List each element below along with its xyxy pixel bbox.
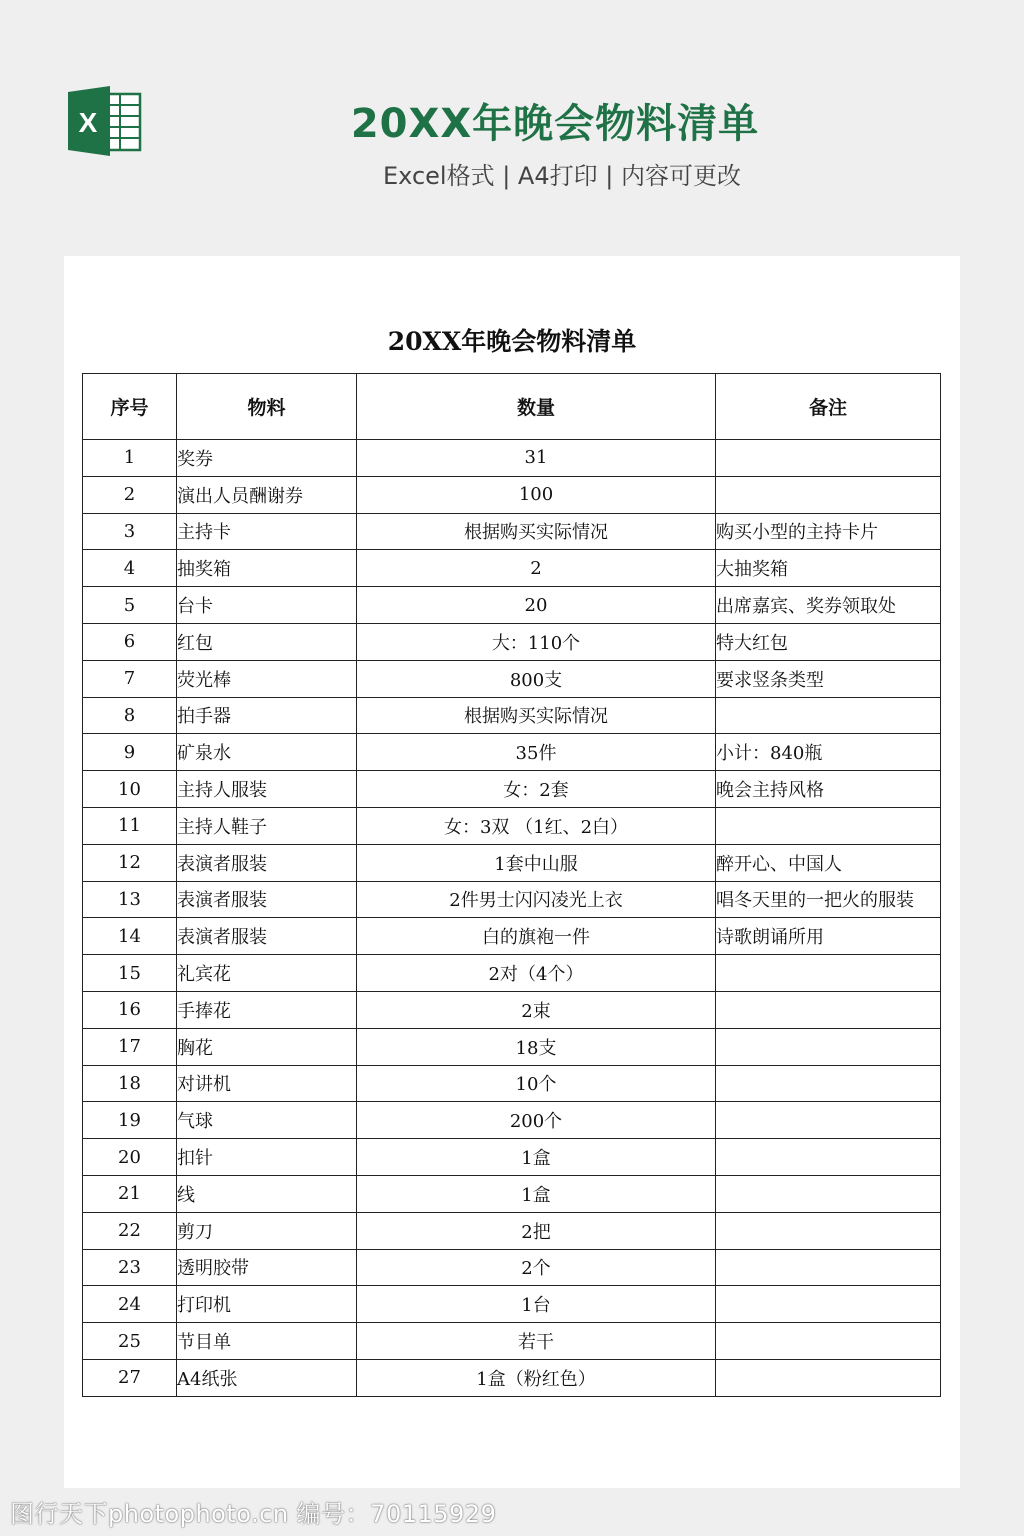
cell-qty: 1套中山服 bbox=[357, 844, 716, 881]
cell-note bbox=[716, 1139, 941, 1176]
cell-item: 拍手器 bbox=[177, 697, 357, 734]
cell-qty: 20 bbox=[357, 587, 716, 624]
cell-item: 抽奖箱 bbox=[177, 550, 357, 587]
table-row bbox=[83, 1286, 941, 1323]
col-header-item: 物料 bbox=[177, 374, 357, 440]
table-row bbox=[83, 1323, 941, 1360]
cell-qty: 800支 bbox=[357, 660, 716, 697]
table-row bbox=[83, 734, 941, 771]
watermark: 图行天下photophoto.cn 编号：70115929 bbox=[10, 1500, 497, 1528]
table-row bbox=[83, 991, 941, 1028]
cell-note: 诗歌朗诵所用 bbox=[716, 918, 941, 955]
cell-item: 主持人鞋子 bbox=[177, 807, 357, 844]
table-row bbox=[83, 1028, 941, 1065]
cell-no: 4 bbox=[83, 550, 177, 587]
cell-no: 22 bbox=[83, 1212, 177, 1249]
cell-no: 13 bbox=[83, 881, 177, 918]
table-row bbox=[83, 881, 941, 918]
cell-item: 表演者服装 bbox=[177, 844, 357, 881]
table-row bbox=[83, 623, 941, 660]
cell-item: A4纸张 bbox=[177, 1359, 357, 1396]
cell-qty: 大：110个 bbox=[357, 623, 716, 660]
cell-qty: 2个 bbox=[357, 1249, 716, 1286]
table-row bbox=[83, 844, 941, 881]
cell-note bbox=[716, 991, 941, 1028]
page-subtitle: Excel格式 | A4打印 | 内容可更改 bbox=[383, 162, 741, 190]
cell-item: 表演者服装 bbox=[177, 881, 357, 918]
cell-note bbox=[716, 1212, 941, 1249]
table-row bbox=[83, 1359, 941, 1396]
cell-no: 27 bbox=[83, 1359, 177, 1396]
col-header-qty: 数量 bbox=[357, 374, 716, 440]
col-header-note: 备注 bbox=[716, 374, 941, 440]
table-row bbox=[83, 513, 941, 550]
cell-qty: 根据购买实际情况 bbox=[357, 697, 716, 734]
page-title: 20XX年晚会物料清单 bbox=[350, 101, 760, 147]
cell-note: 要求竖条类型 bbox=[716, 660, 941, 697]
cell-no: 7 bbox=[83, 660, 177, 697]
cell-item: 演出人员酬谢券 bbox=[177, 476, 357, 513]
cell-qty: 100 bbox=[357, 476, 716, 513]
cell-qty: 18支 bbox=[357, 1028, 716, 1065]
cell-qty: 2束 bbox=[357, 991, 716, 1028]
cell-note bbox=[716, 1175, 941, 1212]
cell-no: 18 bbox=[83, 1065, 177, 1102]
table-header-row bbox=[83, 374, 941, 440]
table-row bbox=[83, 660, 941, 697]
table-row bbox=[83, 550, 941, 587]
cell-qty: 女：3双 （1红、2白） bbox=[357, 807, 716, 844]
cell-item: 透明胶带 bbox=[177, 1249, 357, 1286]
table-row bbox=[83, 771, 941, 808]
cell-note bbox=[716, 1359, 941, 1396]
cell-note bbox=[716, 1102, 941, 1139]
cell-item: 手捧花 bbox=[177, 991, 357, 1028]
cell-qty: 女：2套 bbox=[357, 771, 716, 808]
cell-qty: 2对（4个） bbox=[357, 955, 716, 992]
cell-no: 17 bbox=[83, 1028, 177, 1065]
table-row bbox=[83, 1065, 941, 1102]
cell-item: 矿泉水 bbox=[177, 734, 357, 771]
table-row bbox=[83, 955, 941, 992]
cell-no: 12 bbox=[83, 844, 177, 881]
cell-no: 6 bbox=[83, 623, 177, 660]
cell-item: 打印机 bbox=[177, 1286, 357, 1323]
cell-qty: 1台 bbox=[357, 1286, 716, 1323]
cell-item: 主持人服装 bbox=[177, 771, 357, 808]
cell-qty: 2件男士闪闪凌光上衣 bbox=[357, 881, 716, 918]
cell-note bbox=[716, 697, 941, 734]
cell-no: 15 bbox=[83, 955, 177, 992]
cell-no: 3 bbox=[83, 513, 177, 550]
cell-item: 台卡 bbox=[177, 587, 357, 624]
cell-note bbox=[716, 807, 941, 844]
cell-qty: 2 bbox=[357, 550, 716, 587]
cell-qty: 10个 bbox=[357, 1065, 716, 1102]
cell-qty: 若干 bbox=[357, 1323, 716, 1360]
cell-item: 对讲机 bbox=[177, 1065, 357, 1102]
cell-no: 23 bbox=[83, 1249, 177, 1286]
excel-logo-letter: X bbox=[78, 107, 98, 138]
sheet-title: 20XX年晚会物料清单 bbox=[387, 327, 637, 356]
cell-item: 气球 bbox=[177, 1102, 357, 1139]
table-row bbox=[83, 1249, 941, 1286]
cell-qty: 白的旗袍一件 bbox=[357, 918, 716, 955]
cell-note: 出席嘉宾、奖券领取处 bbox=[716, 587, 941, 624]
cell-no: 2 bbox=[83, 476, 177, 513]
table-row bbox=[83, 807, 941, 844]
cell-item: 剪刀 bbox=[177, 1212, 357, 1249]
table-row bbox=[83, 476, 941, 513]
cell-note bbox=[716, 1028, 941, 1065]
cell-qty: 35件 bbox=[357, 734, 716, 771]
cell-no: 20 bbox=[83, 1139, 177, 1176]
cell-item: 胸花 bbox=[177, 1028, 357, 1065]
cell-item: 扣针 bbox=[177, 1139, 357, 1176]
cell-note: 晚会主持风格 bbox=[716, 771, 941, 808]
cell-qty: 1盒（粉红色） bbox=[357, 1359, 716, 1396]
cell-item: 节目单 bbox=[177, 1323, 357, 1360]
document-sheet bbox=[64, 256, 960, 1488]
cell-item: 主持卡 bbox=[177, 513, 357, 550]
cell-no: 10 bbox=[83, 771, 177, 808]
cell-item: 礼宾花 bbox=[177, 955, 357, 992]
cell-note bbox=[716, 440, 941, 477]
cell-no: 8 bbox=[83, 697, 177, 734]
cell-no: 24 bbox=[83, 1286, 177, 1323]
cell-qty: 根据购买实际情况 bbox=[357, 513, 716, 550]
cell-no: 16 bbox=[83, 991, 177, 1028]
cell-qty: 1盒 bbox=[357, 1175, 716, 1212]
cell-no: 21 bbox=[83, 1175, 177, 1212]
cell-no: 14 bbox=[83, 918, 177, 955]
cell-note bbox=[716, 476, 941, 513]
table-row bbox=[83, 697, 941, 734]
cell-no: 9 bbox=[83, 734, 177, 771]
cell-item: 红包 bbox=[177, 623, 357, 660]
table-row bbox=[83, 1139, 941, 1176]
material-table bbox=[82, 373, 941, 1397]
cell-qty: 31 bbox=[357, 440, 716, 477]
cell-note: 小计：840瓶 bbox=[716, 734, 941, 771]
cell-note bbox=[716, 1249, 941, 1286]
cell-qty: 2把 bbox=[357, 1212, 716, 1249]
cell-item: 线 bbox=[177, 1175, 357, 1212]
cell-note: 大抽奖箱 bbox=[716, 550, 941, 587]
cell-note bbox=[716, 1286, 941, 1323]
cell-qty: 200个 bbox=[357, 1102, 716, 1139]
cell-note: 特大红包 bbox=[716, 623, 941, 660]
table-row bbox=[83, 918, 941, 955]
cell-no: 25 bbox=[83, 1323, 177, 1360]
cell-qty: 1盒 bbox=[357, 1139, 716, 1176]
cell-note: 购买小型的主持卡片 bbox=[716, 513, 941, 550]
cell-item: 荧光棒 bbox=[177, 660, 357, 697]
table-row bbox=[83, 1102, 941, 1139]
cell-note bbox=[716, 1065, 941, 1102]
table-row bbox=[83, 1212, 941, 1249]
table-row bbox=[83, 440, 941, 477]
cell-no: 19 bbox=[83, 1102, 177, 1139]
col-header-no: 序号 bbox=[83, 374, 177, 440]
cell-note: 唱冬天里的一把火的服装 bbox=[716, 881, 941, 918]
cell-no: 5 bbox=[83, 587, 177, 624]
cell-note: 醉开心、中国人 bbox=[716, 844, 941, 881]
table-row bbox=[83, 587, 941, 624]
cell-item: 奖券 bbox=[177, 440, 357, 477]
cell-no: 1 bbox=[83, 440, 177, 477]
cell-item: 表演者服装 bbox=[177, 918, 357, 955]
table-row bbox=[83, 1175, 941, 1212]
cell-note bbox=[716, 1323, 941, 1360]
cell-note bbox=[716, 955, 941, 992]
cell-no: 11 bbox=[83, 807, 177, 844]
